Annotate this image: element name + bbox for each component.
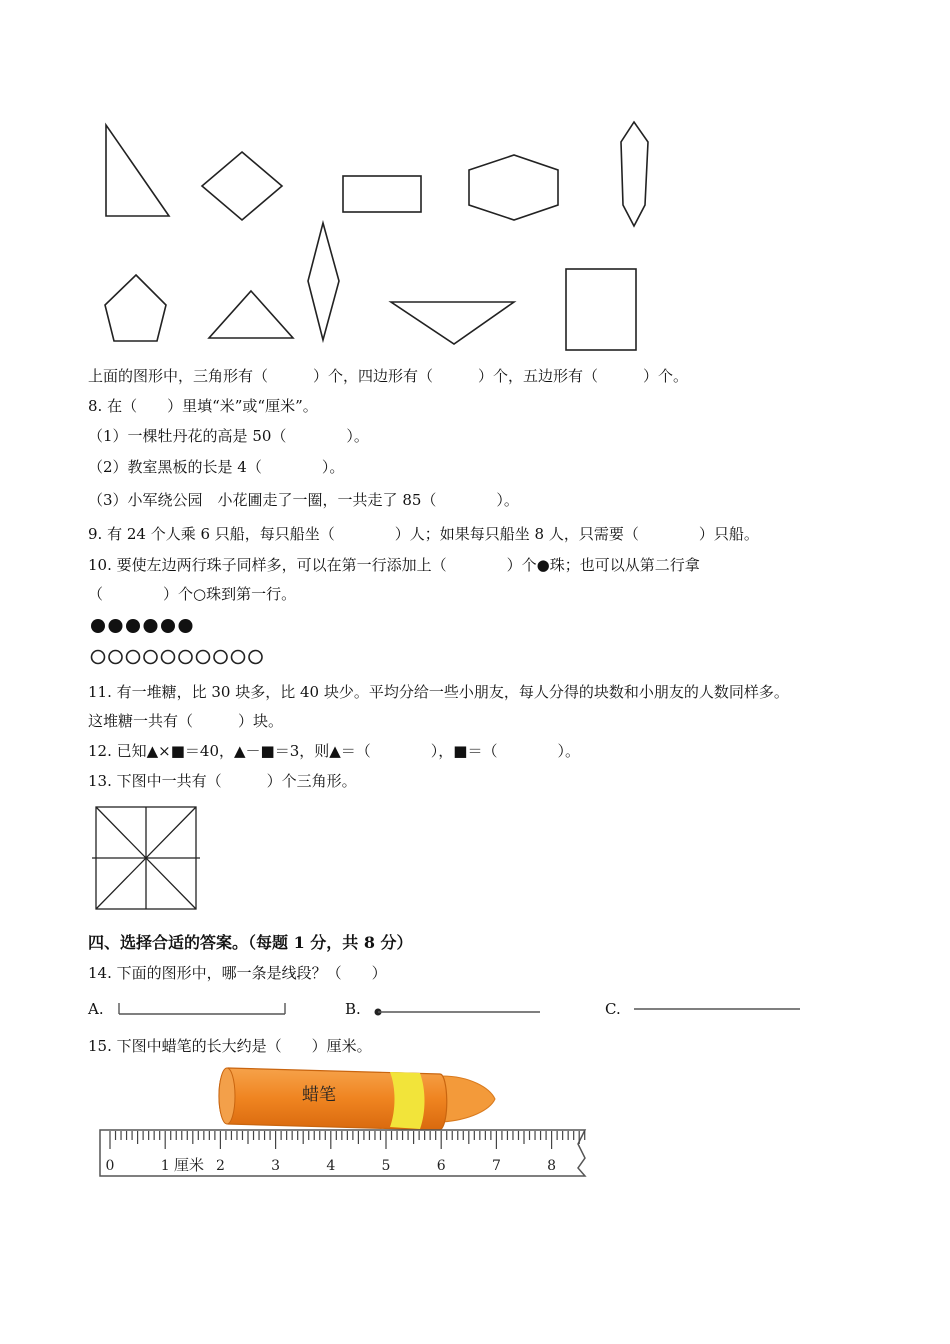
rectangle-shape (343, 176, 421, 212)
white-bead (92, 651, 105, 664)
q8-item-2: （2）教室黑板的长是 4（ ）。 (88, 458, 345, 476)
q12-text: 12. 已知▲×■＝40，▲－■＝3，则▲＝（ ），■＝（ ）。 (88, 742, 580, 760)
ruler-number: 4 (326, 1158, 336, 1174)
option-c-line (630, 1000, 805, 1020)
shapes-figure (0, 110, 700, 360)
white-bead (144, 651, 157, 664)
right-triangle-shape (106, 125, 169, 216)
ruler-body (100, 1130, 585, 1176)
q8-item-3: （3）小军绕公园 小花圃走了一圈，一共走了 85（ ）。 (88, 491, 519, 509)
white-bead (232, 651, 245, 664)
q13-text: 13. 下图中一共有（ ）个三角形。 (88, 772, 357, 790)
crayon-tip (442, 1076, 495, 1122)
q10-line1: 10. 要使左边两行珠子同样多，可以在第一行添加上（ ）个●珠；也可以从第二行拿 (88, 556, 700, 574)
triangle-count-figure (90, 804, 202, 912)
white-bead (249, 651, 262, 664)
crayon-label: 蜡笔 (302, 1085, 336, 1105)
black-bead (109, 619, 123, 633)
q9-text: 9. 有 24 个人乘 6 只船，每只船坐（ ）人；如果每只船坐 8 人，只需要（ ）只船。 (88, 525, 759, 543)
ruler-number: 0 (105, 1158, 115, 1174)
black-bead (91, 619, 105, 633)
ruler-unit: 厘米 (174, 1156, 205, 1174)
ruler-number: 8 (547, 1158, 557, 1174)
black-bead (161, 619, 175, 633)
crayon-ruler-figure (90, 1060, 600, 1190)
option-a-segment (115, 1000, 290, 1020)
black-bead (126, 619, 140, 633)
ruler-number: 1 (160, 1158, 170, 1174)
ruler-number: 6 (436, 1158, 446, 1174)
q11-line1: 11. 有一堆糖，比 30 块多，比 40 块少。平均分给一些小朋友，每人分得的块数和小朋友的人数同样多。 (88, 683, 789, 701)
q8-item-1: （1）一棵牡丹花的高是 50（ ）。 (88, 427, 369, 445)
diamond-shape (202, 152, 282, 220)
inverted-triangle-shape (391, 302, 514, 344)
ruler-number: 2 (215, 1158, 225, 1174)
white-bead (179, 651, 192, 664)
q14-text: 14. 下面的图形中，哪一条是线段？（ ） (88, 964, 387, 982)
ruler-number: 7 (491, 1158, 501, 1174)
ruler (100, 1130, 585, 1176)
section4-heading: 四、选择合适的答案。（每题 1 分，共 8 分） (88, 933, 413, 952)
q15-text: 15. 下图中蜡笔的长大约是（ ）厘米。 (88, 1037, 372, 1055)
q10-line2: （ ）个○珠到第一行。 (88, 585, 297, 603)
square-shape (566, 269, 636, 350)
white-bead (109, 651, 122, 664)
hexagon-shape (469, 155, 558, 220)
white-bead (162, 651, 175, 664)
beads-figure (86, 614, 286, 666)
black-bead (144, 619, 158, 633)
q14-option-c[interactable]: C. (605, 1000, 621, 1018)
q14-option-b[interactable]: B. (345, 1000, 361, 1018)
white-bead (214, 651, 227, 664)
option-b-ray (370, 1002, 545, 1022)
q11-line2: 这堆糖一共有（ ）块。 (88, 712, 284, 730)
q14-option-a[interactable]: A. (88, 1000, 104, 1018)
ruler-number: 5 (381, 1158, 391, 1174)
white-bead (127, 651, 140, 664)
isosceles-triangle-shape (209, 291, 293, 338)
pentagon-shape (105, 275, 166, 341)
black-bead (179, 619, 193, 633)
white-bead (197, 651, 210, 664)
white-beads-row (92, 651, 263, 664)
q7-text: 上面的图形中，三角形有（ ）个，四边形有（ ）个，五边形有（ ）个。 (88, 367, 689, 385)
black-beads-row (91, 619, 193, 633)
ruler-number: 3 (271, 1158, 281, 1174)
tall-hexagon-shape (621, 122, 648, 226)
thin-rhombus-shape (308, 223, 339, 340)
crayon-band (390, 1072, 425, 1129)
q8-title: 8. 在（ ）里填“米”或“厘米”。 (88, 397, 318, 415)
